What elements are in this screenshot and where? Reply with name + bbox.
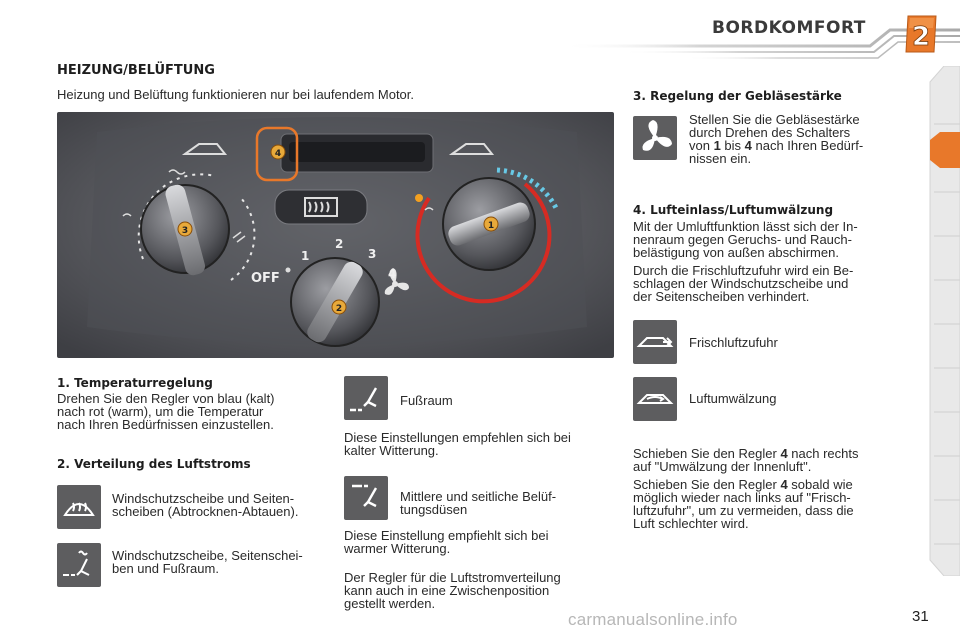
panel-speed-3: 3 bbox=[368, 247, 377, 261]
distribution-note-2-line-2: warmer Witterung. bbox=[344, 541, 451, 556]
windscreen-feet-icon bbox=[57, 543, 101, 587]
intake-heading: 4. Lufteinlass/Luftumwälzung bbox=[633, 203, 834, 217]
intake-p4-line-1: Schieben Sie den Regler 4 sobald wie bbox=[633, 477, 853, 492]
blower-text bbox=[689, 113, 906, 165]
section-title: HEIZUNG/BELÜFTUNG bbox=[57, 63, 215, 78]
distribution-item-4 bbox=[400, 490, 615, 516]
intake-p2-line-2: schlagen der Windschutzscheibe und bbox=[633, 276, 849, 291]
intake-p1-line-3: belästigung von außen abschirmen. bbox=[633, 245, 839, 260]
distribution-note-3 bbox=[344, 571, 615, 610]
distribution-note-2 bbox=[344, 529, 615, 555]
distribution-item-4-line-2: tungsdüsen bbox=[400, 502, 468, 517]
callout-2-number: 2 bbox=[335, 304, 343, 314]
chapter-number: 2 bbox=[911, 22, 931, 52]
blower-line-4: nissen ein. bbox=[689, 151, 752, 166]
recirculation-label: Luftumwälzung bbox=[689, 391, 777, 406]
distribution-item-1-line-1: Windschutzscheibe und Seiten- bbox=[112, 491, 295, 506]
distribution-note-2-line-1: Diese Einstellung empfiehlt sich bei bbox=[344, 528, 549, 543]
callout-1-number: 1 bbox=[487, 221, 495, 231]
intake-p1-line-2: nenraum gegen Geruchs- und Rauch- bbox=[633, 232, 852, 247]
active-chapter-tab[interactable] bbox=[930, 132, 960, 168]
distribution-note-1-line-1: Diese Einstellungen empfehlen sich bei bbox=[344, 430, 571, 445]
distribution-item-2-line-1: Windschutzscheibe, Seitenschei- bbox=[112, 548, 303, 563]
intake-p3-line-1: Schieben Sie den Regler 4 nach rechts bbox=[633, 446, 859, 461]
panel-off-label: OFF bbox=[251, 271, 280, 286]
intake-p3-line-2: auf "Umwälzung der Innenluft". bbox=[633, 459, 812, 474]
callout-1 bbox=[484, 217, 498, 231]
chapter-tab-strip bbox=[926, 66, 960, 576]
intake-paragraph-3 bbox=[633, 447, 906, 473]
distribution-item-2-line-2: ben und Fußraum. bbox=[112, 561, 219, 576]
distribution-item-4-line-1: Mittlere und seitliche Belüf- bbox=[400, 489, 557, 504]
temperature-line-1: Drehen Sie den Regler von blau (kalt) bbox=[57, 391, 275, 406]
panel-speed-1: 1 bbox=[301, 249, 310, 263]
distribution-note-3-line-1: Der Regler für die Luftstromverteilung bbox=[344, 570, 561, 585]
callout-2 bbox=[332, 300, 346, 314]
distribution-item-3: Fußraum bbox=[400, 393, 453, 408]
blower-line-3: von 1 bis 4 nach Ihren Bedürf- bbox=[689, 138, 864, 153]
distribution-note-1 bbox=[344, 431, 615, 457]
fresh-air-icon bbox=[633, 320, 677, 364]
intake-paragraph-1 bbox=[633, 220, 906, 259]
intake-p4-line-3: luftzufuhr", um zu vermeiden, dass die bbox=[633, 503, 854, 518]
chapter-title: BORDKOMFORT bbox=[712, 18, 866, 38]
intake-p1-line-1: Mit der Umluftfunktion lässt sich der In- bbox=[633, 219, 858, 234]
panel-speed-2: 2 bbox=[335, 237, 344, 251]
recirculation-icon bbox=[633, 377, 677, 421]
callout-3-number: 3 bbox=[181, 226, 189, 236]
panel-speed-4: 4 bbox=[388, 267, 397, 281]
distribution-heading: 2. Verteilung des Luftstroms bbox=[57, 457, 251, 471]
temperature-text bbox=[57, 392, 340, 431]
windscreen-defrost-icon bbox=[57, 485, 101, 529]
temperature-line-3: nach Ihren Bedürfnissen einzustellen. bbox=[57, 417, 274, 432]
watermark: carmanualsonline.info bbox=[568, 610, 738, 629]
fresh-air-label: Frischluftzufuhr bbox=[689, 335, 778, 350]
distribution-item-1-line-2: scheiben (Abtrocknen-Abtauen). bbox=[112, 504, 299, 519]
intake-p4-line-2: möglich wieder nach links auf "Frisch- bbox=[633, 490, 851, 505]
intake-p2-line-1: Durch die Frischluftzufuhr wird ein Be- bbox=[633, 263, 854, 278]
temperature-line-2: nach rot (warm), um die Temperatur bbox=[57, 404, 264, 419]
blower-line-2: durch Drehen des Schalters bbox=[689, 125, 851, 140]
temperature-heading: 1. Temperaturregelung bbox=[57, 376, 213, 390]
intake-paragraph-2 bbox=[633, 264, 906, 303]
intake-p2-line-3: der Seitenscheiben verhindert. bbox=[633, 289, 810, 304]
blower-line-1: Stellen Sie die Gebläsestärke bbox=[689, 112, 860, 127]
section-intro: Heizung und Belüftung funktionieren nur bei laufendem Motor. bbox=[57, 87, 415, 102]
feet-icon bbox=[344, 376, 388, 420]
control-panel-photo bbox=[57, 112, 614, 358]
distribution-item-2 bbox=[112, 549, 325, 575]
distribution-item-1 bbox=[112, 492, 325, 518]
intake-paragraph-4 bbox=[633, 478, 906, 530]
distribution-note-3-line-2: kann auch in eine Zwischenposition bbox=[344, 583, 550, 598]
face-vents-icon bbox=[344, 476, 388, 520]
page-number: 31 bbox=[912, 608, 929, 625]
distribution-note-3-line-3: gestellt werden. bbox=[344, 596, 436, 611]
callout-4-number: 4 bbox=[274, 149, 282, 159]
intake-p4-line-4: Luft schlechter wird. bbox=[633, 516, 749, 531]
fan-icon bbox=[633, 116, 677, 160]
chapter-number-badge bbox=[904, 14, 938, 54]
callout-3 bbox=[178, 222, 192, 236]
distribution-note-1-line-2: kalter Witterung. bbox=[344, 443, 439, 458]
blower-heading: 3. Regelung der Gebläsestärke bbox=[633, 89, 842, 103]
